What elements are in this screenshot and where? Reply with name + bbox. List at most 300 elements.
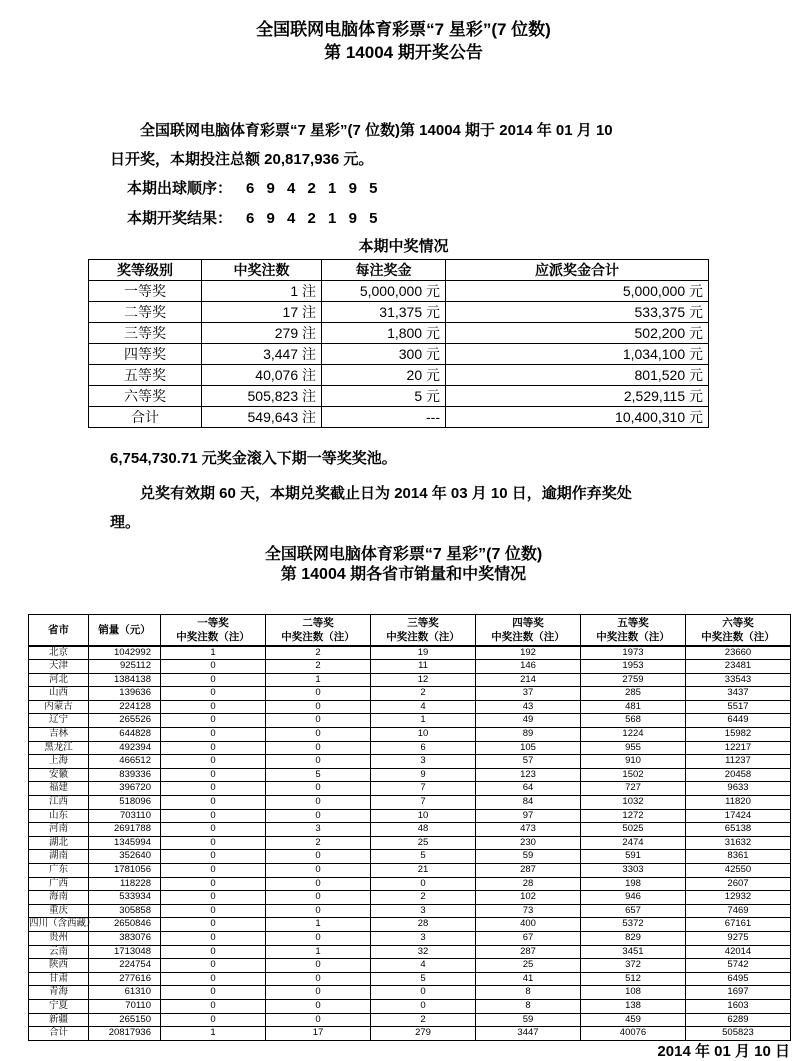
sales-header: 销量（元） — [89, 615, 161, 646]
cell: 海南 — [29, 891, 89, 905]
cell: 0 — [371, 999, 476, 1013]
cell: 安徽 — [29, 768, 89, 782]
cell: 533934 — [89, 891, 161, 905]
cell: 73 — [476, 904, 581, 918]
cell: 0 — [266, 714, 371, 728]
prize-table-body — [89, 281, 709, 428]
cell: 49 — [476, 714, 581, 728]
cell: 28 — [371, 918, 476, 932]
cell: 广东 — [29, 864, 89, 878]
cell: 宁夏 — [29, 999, 89, 1013]
table-row — [89, 302, 709, 323]
announcement-title-line1: 全国联网电脑体育彩票“7 星彩”(7 位数) — [256, 20, 551, 39]
sixth-prize-header-line1: 六等奖 — [722, 616, 754, 629]
cell: 0 — [161, 809, 266, 823]
cell: 352640 — [89, 850, 161, 864]
cell: 四川（含西藏） — [29, 918, 89, 932]
province-section-title — [0, 545, 807, 585]
announcement-title — [0, 18, 807, 64]
cell: 8 — [476, 999, 581, 1013]
province-section-title-line2: 第 14004 期各省市销量和中奖情况 — [280, 566, 527, 583]
cell: 吉林 — [29, 728, 89, 742]
ball-order-numbers: 6 9 4 2 1 9 5 — [246, 180, 382, 197]
cell: 青海 — [29, 986, 89, 1000]
cell: 0 — [266, 877, 371, 891]
cell: 2759 — [581, 673, 686, 687]
cell: 214 — [476, 673, 581, 687]
cell: 1224 — [581, 728, 686, 742]
cell: 396720 — [89, 782, 161, 796]
cell: 1 — [371, 714, 476, 728]
cell: 云南 — [29, 945, 89, 959]
cell: 0 — [161, 768, 266, 782]
cell: 2650846 — [89, 918, 161, 932]
cell: 0 — [371, 986, 476, 1000]
intro-paragraph — [110, 116, 702, 174]
cell: 0 — [161, 728, 266, 742]
cell: 1 注 — [202, 281, 322, 302]
cell: 146 — [476, 660, 581, 674]
cell: 天津 — [29, 660, 89, 674]
cell: 59 — [476, 850, 581, 864]
cell: 3447 — [476, 1027, 581, 1041]
table-row — [89, 281, 709, 302]
province-table-body — [29, 646, 791, 1041]
rollover-text: 6,754,730.71 元奖金滚入下期一等奖奖池。 — [110, 450, 397, 467]
cell: 山西 — [29, 687, 89, 701]
cell: 0 — [161, 823, 266, 837]
cell: 6289 — [686, 1013, 791, 1027]
cell: 0 — [161, 877, 266, 891]
cell: 北京 — [29, 646, 89, 660]
second-prize-header-line1: 二等奖 — [302, 616, 334, 629]
cell: 0 — [266, 850, 371, 864]
third-prize-header-line2: 中奖注数（注） — [386, 630, 460, 643]
cell: 1973 — [581, 646, 686, 660]
cell: 492394 — [89, 741, 161, 755]
cell: 70110 — [89, 999, 161, 1013]
cell: 陕西 — [29, 959, 89, 973]
cell: 955 — [581, 741, 686, 755]
cell: 2691788 — [89, 823, 161, 837]
cell: 473 — [476, 823, 581, 837]
province-section-title-line1: 全国联网电脑体育彩票“7 星彩”(7 位数) — [264, 546, 543, 563]
cell: 0 — [266, 809, 371, 823]
redeem-line1: 兑奖有效期 60 天，本期兑奖截止日为 2014 年 03 月 10 日，逾期作弃奖处 — [140, 485, 632, 502]
cell: 2 — [371, 891, 476, 905]
cell: 3,447 注 — [202, 344, 322, 365]
cell: 12932 — [686, 891, 791, 905]
cell: 67 — [476, 931, 581, 945]
cell: 518096 — [89, 796, 161, 810]
cell: 0 — [266, 931, 371, 945]
cell: 17 注 — [202, 302, 322, 323]
cell: 17 — [266, 1027, 371, 1041]
cell: 512 — [581, 972, 686, 986]
cell: 7 — [371, 782, 476, 796]
cell: 549,643 注 — [202, 407, 322, 428]
cell: 481 — [581, 700, 686, 714]
fifth-prize-header-line1: 五等奖 — [617, 616, 649, 629]
cell: 三等奖 — [89, 323, 202, 344]
cell: 3 — [266, 823, 371, 837]
table-row — [89, 323, 709, 344]
cell: 1 — [266, 945, 371, 959]
cell: 0 — [161, 796, 266, 810]
cell: 1,034,100 元 — [446, 344, 709, 365]
table-row — [29, 931, 791, 945]
cell: 5 元 — [322, 386, 446, 407]
cell: 0 — [266, 728, 371, 742]
prize-table — [88, 259, 709, 428]
cell: 17424 — [686, 809, 791, 823]
cell: 801,520 元 — [446, 365, 709, 386]
cell: 2474 — [581, 836, 686, 850]
cell: 5 — [371, 972, 476, 986]
cell: 辽宁 — [29, 714, 89, 728]
cell: 2 — [266, 836, 371, 850]
cell: 0 — [161, 700, 266, 714]
third-prize-header — [371, 615, 476, 646]
cell: 10 — [371, 728, 476, 742]
cell: 591 — [581, 850, 686, 864]
cell: 31,375 元 — [322, 302, 446, 323]
cell: 0 — [161, 864, 266, 878]
cell: 6 — [371, 741, 476, 755]
fifth-prize-header — [581, 615, 686, 646]
province-table-header-row — [29, 615, 791, 646]
cell: 5372 — [581, 918, 686, 932]
cell: 279 注 — [202, 323, 322, 344]
cell: 15982 — [686, 728, 791, 742]
prize-table-header-row — [89, 260, 709, 281]
cell: 0 — [161, 755, 266, 769]
cell: 7 — [371, 796, 476, 810]
cell: 19 — [371, 646, 476, 660]
prize-header-count: 中奖注数 — [202, 260, 322, 281]
cell: 二等奖 — [89, 302, 202, 323]
cell: 61310 — [89, 986, 161, 1000]
cell: 0 — [161, 714, 266, 728]
table-row — [29, 1027, 791, 1041]
cell: 533,375 元 — [446, 302, 709, 323]
cell: 568 — [581, 714, 686, 728]
cell: 505,823 注 — [202, 386, 322, 407]
cell: 0 — [266, 999, 371, 1013]
cell: 0 — [266, 959, 371, 973]
cell: 230 — [476, 836, 581, 850]
sixth-prize-header-line2: 中奖注数（注） — [701, 630, 775, 643]
intro-line2: 日开奖，本期投注总额 20,817,936 元。 — [110, 151, 374, 168]
cell: 84 — [476, 796, 581, 810]
draw-result-label: 本期开奖结果： — [127, 210, 233, 227]
cell: 0 — [266, 864, 371, 878]
table-row — [29, 999, 791, 1013]
cell: 合计 — [29, 1027, 89, 1041]
cell: 20458 — [686, 768, 791, 782]
cell: 0 — [161, 660, 266, 674]
cell: 2607 — [686, 877, 791, 891]
cell: 10,400,310 元 — [446, 407, 709, 428]
table-row — [29, 972, 791, 986]
cell: 5742 — [686, 959, 791, 973]
cell: 1345994 — [89, 836, 161, 850]
cell: 42550 — [686, 864, 791, 878]
province-table — [28, 614, 791, 1041]
cell: 1 — [266, 673, 371, 687]
cell: 9275 — [686, 931, 791, 945]
cell: 0 — [266, 1013, 371, 1027]
cell: 41 — [476, 972, 581, 986]
cell: --- — [322, 407, 446, 428]
cell: 644828 — [89, 728, 161, 742]
cell: 224754 — [89, 959, 161, 973]
fifth-prize-header-line2: 中奖注数（注） — [596, 630, 670, 643]
cell: 105 — [476, 741, 581, 755]
cell: 25 — [371, 836, 476, 850]
cell: 657 — [581, 904, 686, 918]
table-row — [29, 700, 791, 714]
cell: 285 — [581, 687, 686, 701]
cell: 57 — [476, 755, 581, 769]
table-row — [29, 945, 791, 959]
cell: 0 — [161, 673, 266, 687]
cell: 25 — [476, 959, 581, 973]
cell: 2 — [266, 646, 371, 660]
cell: 1 — [266, 918, 371, 932]
table-row — [29, 741, 791, 755]
cell: 0 — [266, 972, 371, 986]
cell: 287 — [476, 945, 581, 959]
cell: 2 — [266, 660, 371, 674]
cell: 0 — [266, 796, 371, 810]
table-row — [29, 728, 791, 742]
cell: 300 元 — [322, 344, 446, 365]
cell: 20 元 — [322, 365, 446, 386]
cell: 新疆 — [29, 1013, 89, 1027]
cell: 广西 — [29, 877, 89, 891]
redeem-line2: 理。 — [110, 514, 141, 531]
cell: 0 — [266, 741, 371, 755]
cell: 23481 — [686, 660, 791, 674]
first-prize-header — [161, 615, 266, 646]
fourth-prize-header — [476, 615, 581, 646]
second-prize-header-line2: 中奖注数（注） — [281, 630, 355, 643]
cell: 138 — [581, 999, 686, 1013]
cell: 黑龙江 — [29, 741, 89, 755]
cell: 31632 — [686, 836, 791, 850]
draw-result-numbers: 6 9 4 2 1 9 5 — [246, 210, 382, 227]
table-row — [29, 1013, 791, 1027]
cell: 河南 — [29, 823, 89, 837]
cell: 0 — [161, 904, 266, 918]
cell: 23660 — [686, 646, 791, 660]
ball-order-label: 本期出球顺序： — [127, 180, 233, 197]
cell: 400 — [476, 918, 581, 932]
cell: 265526 — [89, 714, 161, 728]
cell: 0 — [266, 700, 371, 714]
cell: 265150 — [89, 1013, 161, 1027]
cell: 5 — [371, 850, 476, 864]
cell: 11 — [371, 660, 476, 674]
cell: 贵州 — [29, 931, 89, 945]
cell: 1 — [161, 646, 266, 660]
cell: 192 — [476, 646, 581, 660]
cell: 20817936 — [89, 1027, 161, 1041]
cell: 12217 — [686, 741, 791, 755]
cell: 0 — [161, 850, 266, 864]
draw-result-line — [127, 204, 807, 234]
cell: 5,000,000 元 — [446, 281, 709, 302]
ball-order-line — [127, 174, 807, 204]
cell: 89 — [476, 728, 581, 742]
cell: 六等奖 — [89, 386, 202, 407]
table-row — [29, 687, 791, 701]
cell: 0 — [161, 687, 266, 701]
table-row — [89, 407, 709, 428]
cell: 279 — [371, 1027, 476, 1041]
cell: 2 — [371, 1013, 476, 1027]
table-row — [29, 755, 791, 769]
cell: 4 — [371, 700, 476, 714]
table-row — [29, 864, 791, 878]
cell: 0 — [266, 986, 371, 1000]
cell: 5,000,000 元 — [322, 281, 446, 302]
cell: 6495 — [686, 972, 791, 986]
cell: 3451 — [581, 945, 686, 959]
cell: 198 — [581, 877, 686, 891]
second-prize-header — [266, 615, 371, 646]
cell: 37 — [476, 687, 581, 701]
prize-table-title: 本期中奖情况 — [358, 238, 449, 255]
table-row — [89, 365, 709, 386]
cell: 1032 — [581, 796, 686, 810]
fourth-prize-header-line2: 中奖注数（注） — [491, 630, 565, 643]
cell: 1781056 — [89, 864, 161, 878]
cell: 459 — [581, 1013, 686, 1027]
cell: 21 — [371, 864, 476, 878]
cell: 108 — [581, 986, 686, 1000]
cell: 0 — [161, 891, 266, 905]
cell: 40076 — [581, 1027, 686, 1041]
table-row — [29, 904, 791, 918]
table-row — [89, 386, 709, 407]
cell: 重庆 — [29, 904, 89, 918]
cell: 32 — [371, 945, 476, 959]
announcement-title-line2: 第 14004 期开奖公告 — [324, 43, 483, 62]
cell: 3303 — [581, 864, 686, 878]
cell: 1953 — [581, 660, 686, 674]
table-row — [29, 823, 791, 837]
cell: 65138 — [686, 823, 791, 837]
cell: 0 — [266, 782, 371, 796]
cell: 河北 — [29, 673, 89, 687]
cell: 9633 — [686, 782, 791, 796]
cell: 3437 — [686, 687, 791, 701]
table-row — [29, 836, 791, 850]
table-row — [29, 850, 791, 864]
province-header: 省市 — [29, 615, 89, 646]
sixth-prize-header — [686, 615, 791, 646]
cell: 42014 — [686, 945, 791, 959]
cell: 946 — [581, 891, 686, 905]
cell: 0 — [161, 782, 266, 796]
cell: 2,529,115 元 — [446, 386, 709, 407]
cell: 四等奖 — [89, 344, 202, 365]
cell: 1697 — [686, 986, 791, 1000]
cell: 277616 — [89, 972, 161, 986]
fourth-prize-header-line1: 四等奖 — [512, 616, 544, 629]
table-row — [29, 959, 791, 973]
cell: 7469 — [686, 904, 791, 918]
cell: 102 — [476, 891, 581, 905]
cell: 97 — [476, 809, 581, 823]
cell: 502,200 元 — [446, 323, 709, 344]
cell: 372 — [581, 959, 686, 973]
table-row — [29, 782, 791, 796]
cell: 466512 — [89, 755, 161, 769]
cell: 湖南 — [29, 850, 89, 864]
table-row — [29, 646, 791, 660]
cell: 0 — [266, 904, 371, 918]
cell: 福建 — [29, 782, 89, 796]
cell: 0 — [161, 918, 266, 932]
table-row — [29, 796, 791, 810]
first-prize-header-line2: 中奖注数（注） — [176, 630, 250, 643]
cell: 0 — [266, 891, 371, 905]
table-row — [29, 714, 791, 728]
prize-header-level: 奖等级别 — [89, 260, 202, 281]
prize-header-total: 应派奖金合计 — [446, 260, 709, 281]
cell: 383076 — [89, 931, 161, 945]
cell: 0 — [161, 1013, 266, 1027]
cell: 910 — [581, 755, 686, 769]
cell: 甘肃 — [29, 972, 89, 986]
table-row — [29, 986, 791, 1000]
cell: 山东 — [29, 809, 89, 823]
cell: 0 — [161, 945, 266, 959]
cell: 829 — [581, 931, 686, 945]
cell: 4 — [371, 959, 476, 973]
cell: 内蒙古 — [29, 700, 89, 714]
footer-date: 2014 年 01 月 10 日 — [657, 1042, 790, 1060]
cell: 48 — [371, 823, 476, 837]
cell: 8361 — [686, 850, 791, 864]
cell: 上海 — [29, 755, 89, 769]
table-row — [29, 768, 791, 782]
cell: 0 — [266, 687, 371, 701]
table-row — [89, 344, 709, 365]
table-row — [29, 660, 791, 674]
cell: 1272 — [581, 809, 686, 823]
cell: 12 — [371, 673, 476, 687]
cell: 727 — [581, 782, 686, 796]
cell: 287 — [476, 864, 581, 878]
cell: 10 — [371, 809, 476, 823]
cell: 5517 — [686, 700, 791, 714]
redeem-paragraph — [110, 479, 702, 537]
cell: 64 — [476, 782, 581, 796]
cell: 0 — [161, 986, 266, 1000]
table-row — [29, 809, 791, 823]
cell: 江西 — [29, 796, 89, 810]
cell: 0 — [371, 877, 476, 891]
cell: 139636 — [89, 687, 161, 701]
cell: 123 — [476, 768, 581, 782]
cell: 3 — [371, 755, 476, 769]
cell: 五等奖 — [89, 365, 202, 386]
cell: 28 — [476, 877, 581, 891]
